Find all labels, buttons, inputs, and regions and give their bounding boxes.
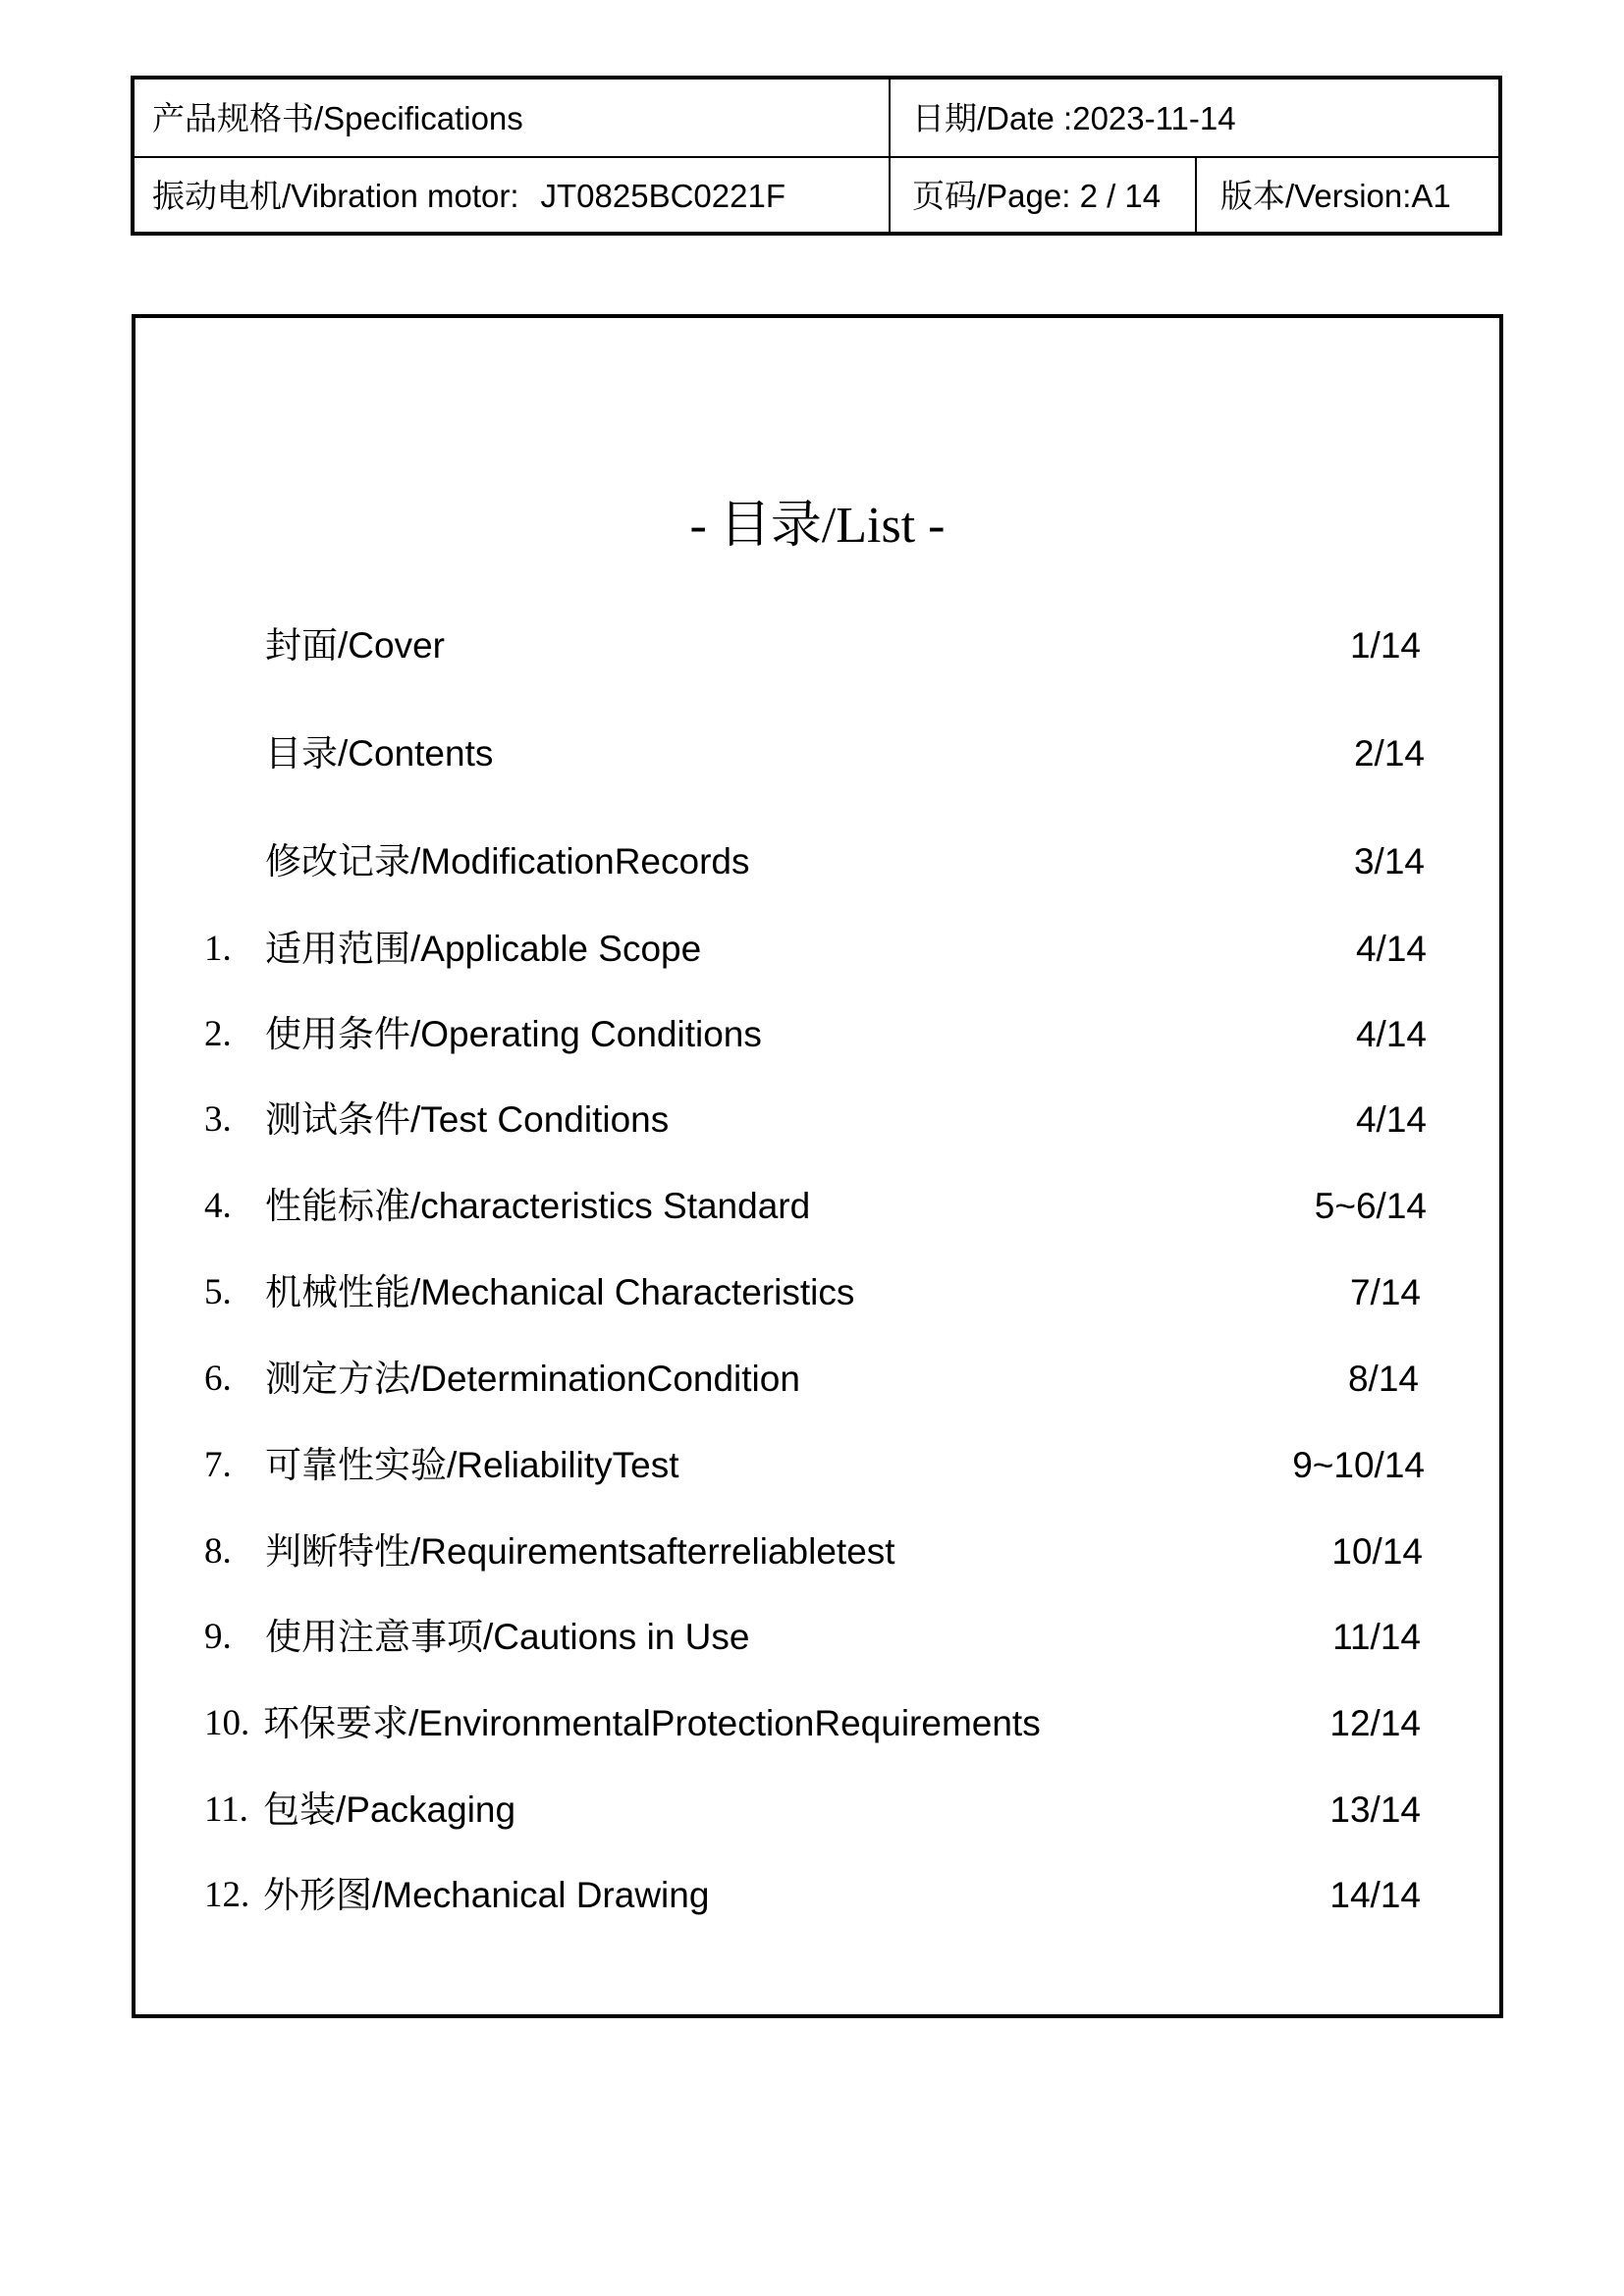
toc-item-label: 外形图/Mechanical Drawing <box>263 1875 710 1915</box>
toc-item-operating-conditions[interactable] <box>135 1011 1499 1058</box>
toc-item-environmental-protection[interactable] <box>135 1700 1499 1747</box>
header-column-divider-version <box>1195 156 1197 232</box>
toc-item-label: 测试条件/Test Conditions <box>265 1099 670 1140</box>
toc-item-requirements-after-reliable-test[interactable] <box>135 1528 1499 1575</box>
toc-title: - 目录/List - <box>689 498 946 554</box>
toc-item-page: 9~10/14 <box>1292 1445 1425 1485</box>
header-table <box>131 76 1502 236</box>
toc-item-label: 环保要求/EnvironmentalProtectionRequirements <box>263 1703 1041 1743</box>
toc-item-page: 2/14 <box>1353 733 1425 774</box>
toc-item-label: 性能标准/characteristics Standard <box>265 1186 811 1226</box>
toc-item-number: 8. <box>204 1531 232 1572</box>
toc-item-number: 11. <box>204 1789 248 1830</box>
toc-item-page: 13/14 <box>1329 1789 1421 1830</box>
toc-item-number: 12. <box>204 1875 250 1915</box>
toc-item-label: 测定方法/DeterminationCondition <box>265 1359 800 1399</box>
toc-item-page: 8/14 <box>1347 1359 1419 1399</box>
toc-item-label: 使用注意事项/Cautions in Use <box>265 1617 750 1657</box>
toc-item-page: 11/14 <box>1332 1617 1421 1657</box>
toc-item-cover[interactable] <box>135 622 1499 669</box>
toc-item-determination-condition[interactable] <box>135 1356 1499 1403</box>
toc-item-number: 4. <box>204 1186 232 1226</box>
toc-item-page: 12/14 <box>1329 1703 1421 1743</box>
toc-item-label: 判断特性/Requirementsafterreliabletest <box>265 1531 895 1572</box>
toc-item-number: 2. <box>204 1014 232 1054</box>
motor-model: JT0825BC0221F <box>540 178 785 214</box>
toc-item-label: 修改记录/ModificationRecords <box>265 841 750 881</box>
date-field: 日期/Date :2023-11-14 <box>912 100 1236 136</box>
toc-item-page: 4/14 <box>1355 1099 1427 1140</box>
motor-field <box>152 177 785 216</box>
toc-item-number: 3. <box>204 1099 232 1140</box>
toc-item-page: 5~6/14 <box>1314 1186 1427 1226</box>
toc-item-label: 可靠性实验/ReliabilityTest <box>265 1445 679 1485</box>
toc-item-number: 9. <box>204 1617 232 1657</box>
toc-item-number: 7. <box>204 1445 232 1485</box>
toc-item-contents[interactable] <box>135 730 1499 777</box>
toc-item-label: 目录/Contents <box>265 733 494 774</box>
toc-item-page: 14/14 <box>1329 1875 1421 1915</box>
page-field: 页码/Page: 2 / 14 <box>912 178 1162 214</box>
toc-item-mechanical-drawing[interactable] <box>135 1872 1499 1919</box>
toc-item-page: 1/14 <box>1349 625 1421 666</box>
toc-item-number: 5. <box>204 1272 232 1312</box>
toc-item-number: 1. <box>204 929 232 969</box>
toc-item-number: 10. <box>204 1703 250 1743</box>
motor-label: 振动电机/Vibration motor: <box>152 178 519 214</box>
toc-item-packaging[interactable] <box>135 1787 1499 1834</box>
toc-item-reliability-test[interactable] <box>135 1442 1499 1489</box>
toc-item-label: 机械性能/Mechanical Characteristics <box>265 1272 855 1312</box>
toc-item-mechanical-characteristics[interactable] <box>135 1269 1499 1316</box>
toc-item-label: 包装/Packaging <box>263 1789 516 1830</box>
spec-title: 产品规格书/Specifications <box>152 100 523 136</box>
header-row-divider <box>135 156 1498 158</box>
version-field: 版本/Version:A1 <box>1220 178 1451 214</box>
toc-item-characteristics-standard[interactable] <box>135 1183 1499 1230</box>
toc-item-label: 封面/Cover <box>265 625 445 666</box>
toc-item-test-conditions[interactable] <box>135 1096 1499 1144</box>
toc-item-label: 适用范围/Applicable Scope <box>265 929 702 969</box>
toc-item-page: 4/14 <box>1355 929 1427 969</box>
toc-item-page: 7/14 <box>1349 1272 1421 1312</box>
toc-item-page: 10/14 <box>1331 1531 1423 1572</box>
toc-item-label: 使用条件/Operating Conditions <box>265 1014 762 1054</box>
toc-item-cautions-in-use[interactable] <box>135 1614 1499 1661</box>
header-column-divider <box>889 80 891 232</box>
toc-item-modification-records[interactable] <box>135 838 1499 885</box>
toc-item-number: 6. <box>204 1359 232 1399</box>
toc-item-applicable-scope[interactable] <box>135 926 1499 973</box>
toc-box <box>132 314 1503 2018</box>
toc-item-page: 3/14 <box>1353 841 1425 881</box>
toc-item-page: 4/14 <box>1355 1014 1427 1054</box>
